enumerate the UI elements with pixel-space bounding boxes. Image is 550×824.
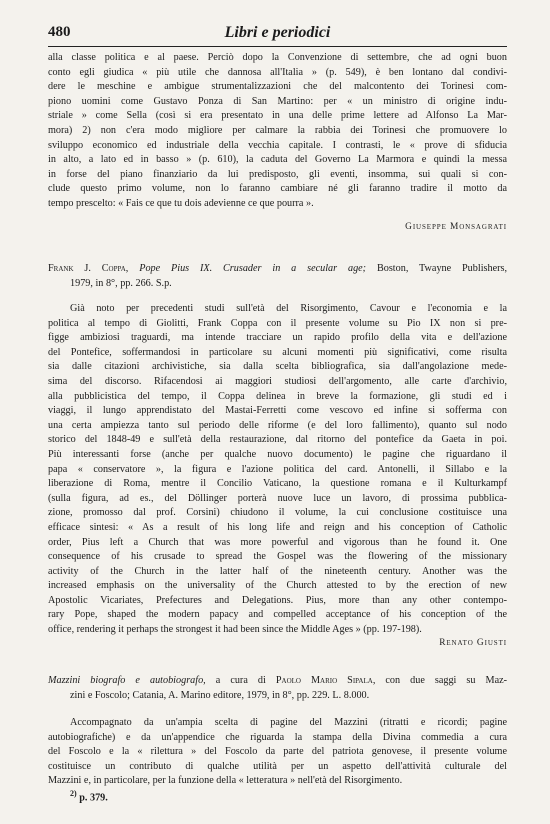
text-line: dere le meschine e ambigue strumentalizzazioni che del malcontento dei Torinesi com- [48, 81, 507, 93]
book-publisher: Boston, Twayne Publishers, [376, 263, 508, 274]
text-line: del Foscolo e la « rilettura » del Foscolo da parte del patriota genovese, il presente volume [48, 746, 507, 758]
text-line: Più interessanti forse (anche per qualche nuovo documento) le pagine che riguardano il [48, 448, 507, 460]
footnote-marker: 2) [70, 789, 77, 798]
text-line: increased emphasis on the universality of the Church attested to by the erection of new [48, 580, 507, 592]
book-details: 1979, in 8°, pp. 266. S.p. [70, 277, 172, 289]
text-line: storico del 1848-49 e sull'età della restaurazione, dal ritorno del pontefice da Gaeta in poi. [48, 434, 507, 446]
book-title: Pope Pius IX. Crusader in a secular age; [139, 263, 367, 274]
text-line: efficace sintesi: « As a result of his long life and reign and his conception of Catholic [48, 521, 507, 533]
biblio-text: a cura di [215, 675, 266, 686]
text-line: sviluppo economico ed industriale della vecchia capitale. I contrasti, le « prove di sfiducia [48, 139, 507, 151]
book-author: Frank J. Coppa, [48, 263, 129, 274]
text-line: sia dalle citazioni archivistiche, sia dalla scelta bibliografica, sia dall'angolazione mede- [48, 361, 507, 373]
text-line: rary Pope, shaped the modern papacy and compelled acceptance of his conception of the [48, 609, 507, 621]
text-line: Apostolic Vicariates, Prefectures and Delegations. Pius, more than any other contempo- [48, 594, 507, 606]
text-line: sima del discorso. Rifacendosi ai maggiori studiosi dell'argomento, alle carte d'archivio, [48, 375, 507, 387]
text-line: viaggi, il lungo apprendistato del Mastai-Ferretti come vescovo ed infine si sofferma con [48, 405, 507, 417]
text-line: una certa ampiezza tanto sul periodo delle riforme (e del loro fallimento), quanto sul nodo [48, 419, 507, 431]
biblio-text: con due saggi su Maz- [385, 675, 508, 686]
text-line: in alto, a lato ed in basso » (p. 610), la caduta del Governo La Marmora e quindi la messa [48, 154, 507, 166]
bibliographic-entry-3 [48, 674, 507, 703]
text-line: costituisce un contributo di qualche utilità per un aspetto dell'attività culturale del [48, 760, 507, 772]
text-line: activity of the Church in the latter half of the nineteenth century. Another was the [48, 565, 507, 577]
book-details: zini e Foscolo; Catania, A. Marino editore, 1979, in 8°, pp. 229. L. 8.000. [70, 689, 370, 701]
footnote [70, 789, 108, 803]
text-line: liberazione di Roma, mentre il Concilio Vaticano, la questione romana e il Kulturkampf [48, 478, 507, 490]
text-line: Già noto per precedenti studi sull'età del Risorgimento, Cavour e l'economia e la [70, 303, 507, 314]
running-title: Libri e periodici [224, 24, 331, 41]
text-line: papa « conservatore », la figura e l'azione politica del card. Antonelli, il Sillabo e la [48, 463, 507, 475]
page-number: 480 [48, 24, 71, 40]
text-line: order, Pius left a Church that was more powerful and vigorous than he found it. One [48, 536, 507, 548]
text-line: alla classe politica e al paese. Perciò dopo la Convenzione di settembre, che ad ogni buon [48, 52, 507, 63]
signature-2: Renato Giusti [439, 638, 507, 648]
review-1-text [48, 51, 507, 212]
text-line: Accompagnato da un'ampia scelta di pagine del Mazzini (ritratti e ricordi; pagine [70, 717, 507, 728]
text-line: consequence of his crusade to spread the Gospel was the flowering of the missionary [48, 551, 507, 563]
text-line: tempo prescelto: « Fais ce que tu dois adevienne ce que pourra ». [48, 197, 314, 209]
book-editor: Paolo Mario Sipala, [275, 675, 376, 686]
text-line: clude questo primo volume, non lo faranno cambiare né gli faranno tradire il motto da [48, 183, 507, 195]
text-line: conto egli giudica « più utile che dannosa all'Italia » (p. 549), è ben lontano dal condivi- [48, 66, 507, 78]
book-title: Mazzini biografo e autobiografo, [48, 675, 206, 686]
text-line: in forse del piano finanziario da lui predisposto, gli eventi, insomma, sui quali si con- [48, 168, 507, 180]
review-2-text [48, 302, 507, 638]
text-line: (sulla figura, ad es., del Döllinger porterà nuove luce un lavoro, di prossima pubblica- [48, 492, 507, 504]
footnote-text: p. 379. [79, 792, 108, 804]
text-line: piono uomini come Gustavo Ponza di San Martino: per « un ministro di origine indu- [48, 95, 507, 107]
text-line: del Pontefice, soffermandosi in particolare su alcuni momenti più significativi, come risulta [48, 346, 507, 358]
text-line: mora) 2) non c'era modo migliore per calmare la rabbia dei Torinesi che promuovere lo [48, 124, 507, 136]
text-line: alla pubblicistica del tempo, il Coppa delinea in breve la formazione, gli studi ed i [48, 390, 507, 402]
text-line: figge ambiziosi traguardi, ma intende tracciare un rapido profilo della vita e dell'azione [48, 332, 507, 344]
text-line: politica al tempo di Giolitti, Frank Coppa con il presente volume su Pio IX non si pre- [48, 317, 507, 329]
signature-1: Giuseppe Monsagrati [405, 222, 507, 232]
text-line: office, rendering it perhaps the strongest it had been since the Middle Ages » (pp. 197-198). [48, 624, 422, 636]
text-line: Mazzini e, in particolare, per la funzione della « letteratura » nell'età del Risorgimento. [48, 775, 403, 787]
bibliographic-entry-2 [48, 262, 507, 291]
running-header [48, 22, 507, 47]
text-line: striale » come Sella (così si era presentato in una delle prime lettere ad Alfonso La Mar- [48, 110, 507, 122]
text-line: autobiografiche) e da un'appendice che riguarda la stampa della Divina commedia a cura [48, 731, 507, 743]
review-3-text [48, 716, 507, 789]
text-line: zione, promosso dal prof. Corsini) chiudono il volume, la cui conclusione costituisce una [48, 507, 507, 519]
